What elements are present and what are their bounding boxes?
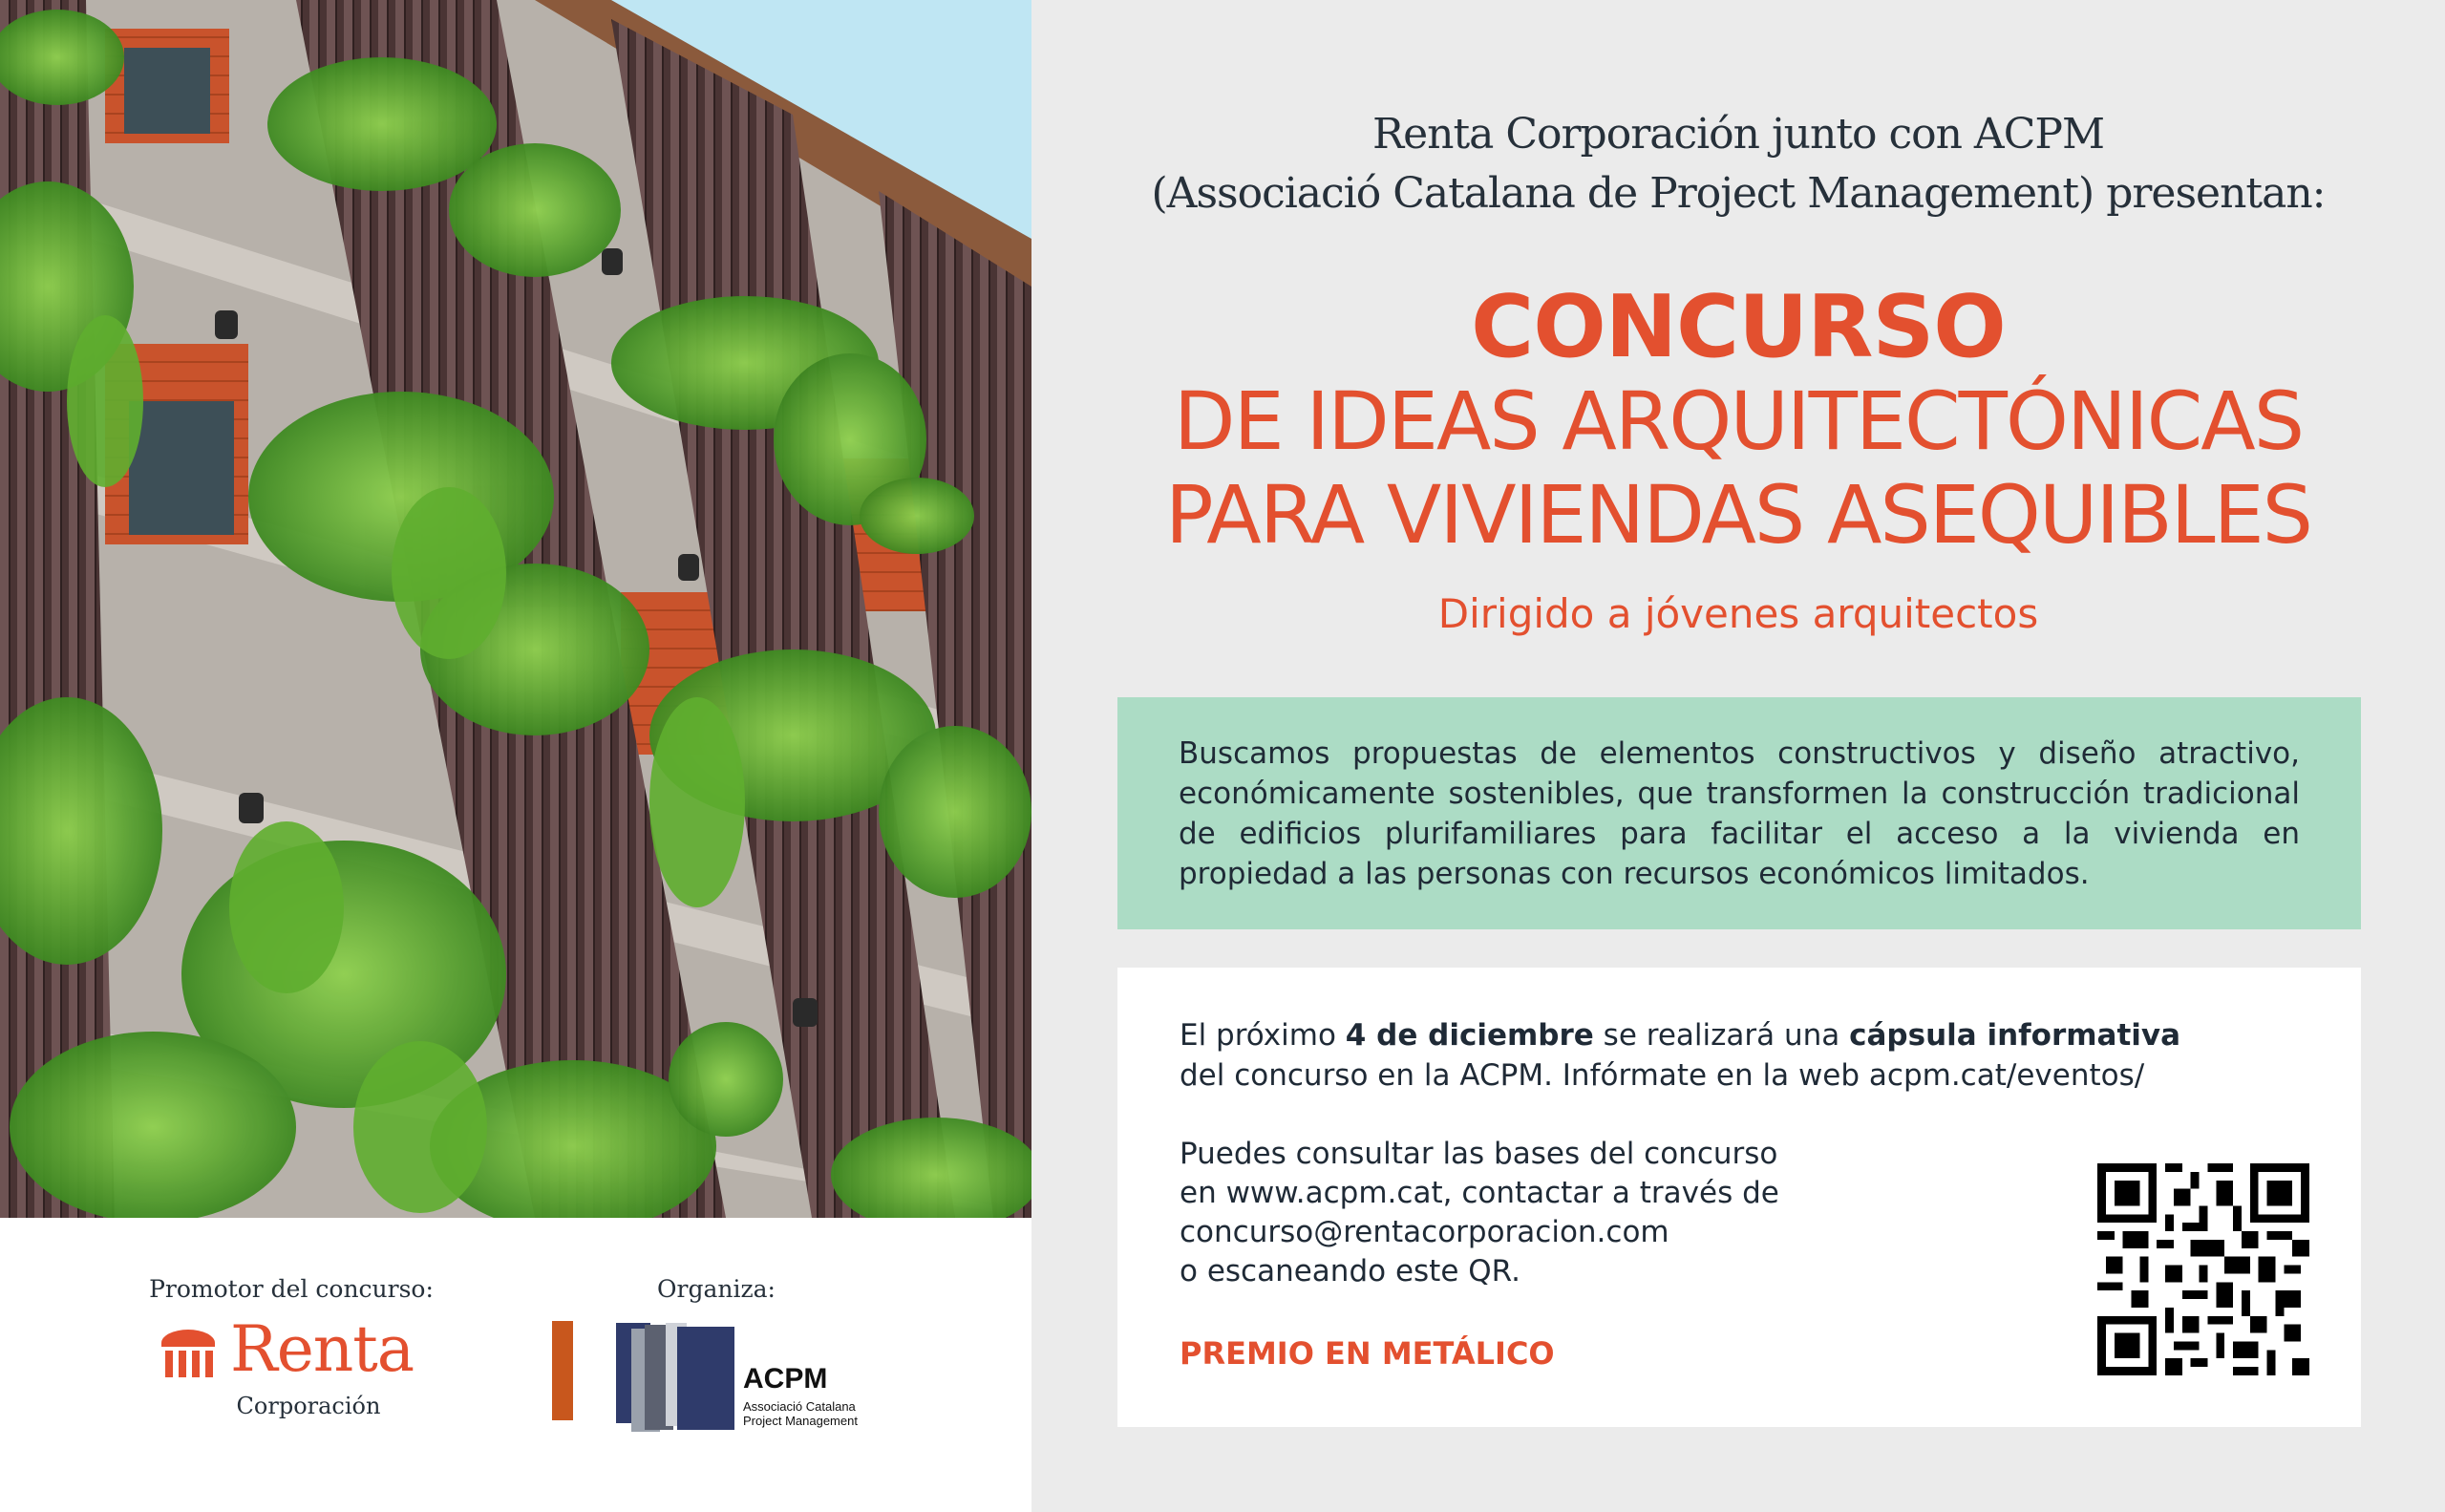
intro-line2: (Associació Catalana de Project Management) presentan: <box>1151 169 2326 218</box>
acpm-subtitle <box>743 1399 886 1428</box>
target-audience: Dirigido a jóvenes arquitectos <box>1437 590 2039 637</box>
info-text-a: El próximo <box>1180 1018 1346 1053</box>
renta-name: Renta <box>230 1312 415 1386</box>
logos-panel <box>0 1218 1031 1512</box>
prize-label: PREMIO EN METÁLICO <box>1180 1335 1555 1372</box>
info-box <box>1117 968 2361 1427</box>
capsule-label: cápsula informativa <box>1849 1018 2181 1053</box>
title-sub-line1: DE IDEAS ARQUITECTÓNICAS <box>1173 374 2304 468</box>
event-date: 4 de diciembre <box>1345 1018 1594 1053</box>
title-main: CONCURSO <box>1471 277 2006 377</box>
info-contact <box>1180 1135 1848 1291</box>
renta-subtitle: Corporación <box>236 1393 381 1419</box>
description-text: Buscamos propuestas de elementos constructivos y diseño atractivo, económicamente sostenibles, que transformen la construcción tradicional de edificios plurifamiliares para facilitar el acceso a la vivienda en propiedad a las personas con recursos económicos limitados. <box>1179 736 2300 891</box>
acpm-blocks-icon <box>616 1323 740 1437</box>
info-contact-line4: o escaneando este QR. <box>1180 1254 1520 1288</box>
description-box <box>1117 697 2361 929</box>
title-subtitle <box>1031 374 2445 562</box>
info-text-b: se realizará una <box>1593 1018 1850 1053</box>
intro-line1: Renta Corporación junto con ACPM <box>1371 110 2105 159</box>
contact-email: concurso@rentacorporacion.com <box>1180 1215 1669 1249</box>
promotor-label: Promotor del concurso: <box>149 1275 434 1303</box>
acpm-subtitle-line2: Project Management <box>743 1414 858 1428</box>
organiza-label: Organiza: <box>657 1275 776 1303</box>
acpm-subtitle-line1: Associació Catalana <box>743 1399 856 1414</box>
building-facade-photo <box>0 0 1031 1218</box>
acpm-name: ACPM <box>743 1363 828 1395</box>
acpm-logo <box>616 1323 893 1447</box>
qr-code[interactable] <box>2097 1163 2309 1375</box>
info-capsule-line1 <box>1180 1015 2278 1055</box>
divider-bar <box>552 1321 573 1420</box>
intro-heading <box>1031 105 2445 224</box>
renta-logo <box>158 1312 444 1433</box>
info-capsule <box>1180 1015 2278 1096</box>
title-sub-line2: PARA VIVIENDAS ASEQUIBLES <box>1165 468 2311 562</box>
info-contact-line1: Puedes consultar las bases del concurso <box>1180 1137 1778 1171</box>
renta-columns-icon <box>158 1328 219 1381</box>
info-capsule-line2: del concurso en la ACPM. Infórmate en la web acpm.cat/eventos/ <box>1180 1058 2145 1093</box>
info-contact-line2: en www.acpm.cat, contactar a través de <box>1180 1176 1779 1210</box>
